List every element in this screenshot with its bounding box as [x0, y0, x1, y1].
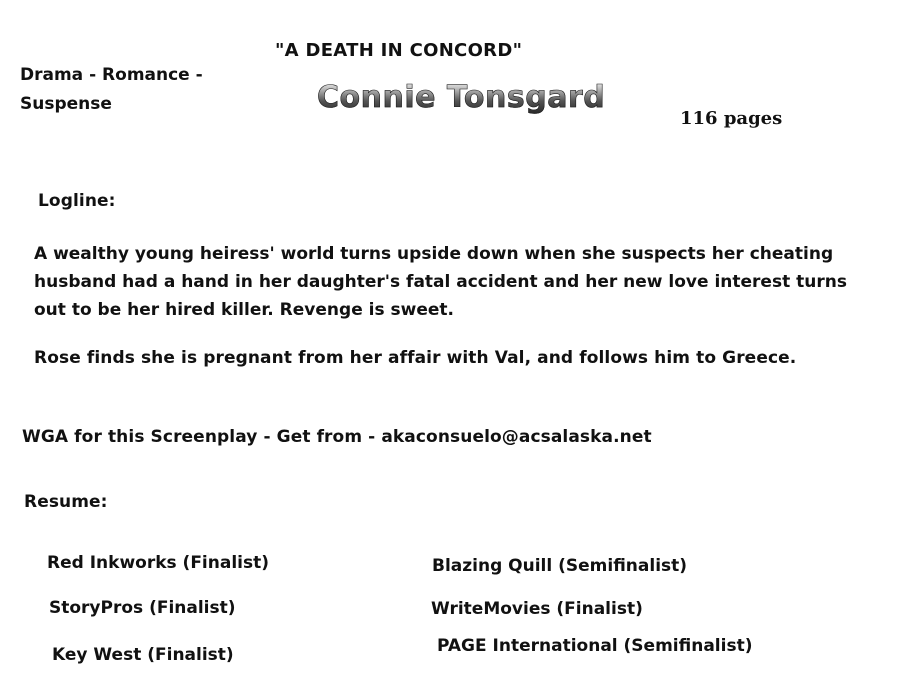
page-count: 116 pages — [680, 108, 783, 129]
resume-item: StoryPros (Finalist) — [49, 598, 236, 618]
resume-item: WriteMovies (Finalist) — [431, 599, 643, 619]
genre-label: Drama - Romance - Suspense — [20, 65, 203, 114]
resume-item: Key West (Finalist) — [52, 645, 234, 665]
logline-text: A wealthy young heiress' world turns upside down when she suspects her cheating husband had a hand in her daughter's fatal accident and her new love interest turns out to be her hired killer. Revenge is sweet. — [34, 244, 847, 320]
resume-item: Red Inkworks (Finalist) — [47, 553, 270, 573]
synopsis-text: Rose finds she is pregnant from her affair with Val, and follows him to Greece. — [34, 348, 797, 368]
logline-heading: Logline: — [38, 191, 116, 211]
wga-contact: WGA for this Screenplay - Get from - akaconsuelo@acsalaska.net — [22, 427, 652, 447]
resume-heading: Resume: — [24, 492, 108, 512]
screenplay-title: "A DEATH IN CONCORD" — [275, 40, 523, 61]
author-name: Connie Tonsgard — [317, 80, 606, 115]
resume-item: Blazing Quill (Semifinalist) — [432, 556, 688, 576]
resume-item: PAGE International (Semifinalist) — [437, 636, 753, 656]
